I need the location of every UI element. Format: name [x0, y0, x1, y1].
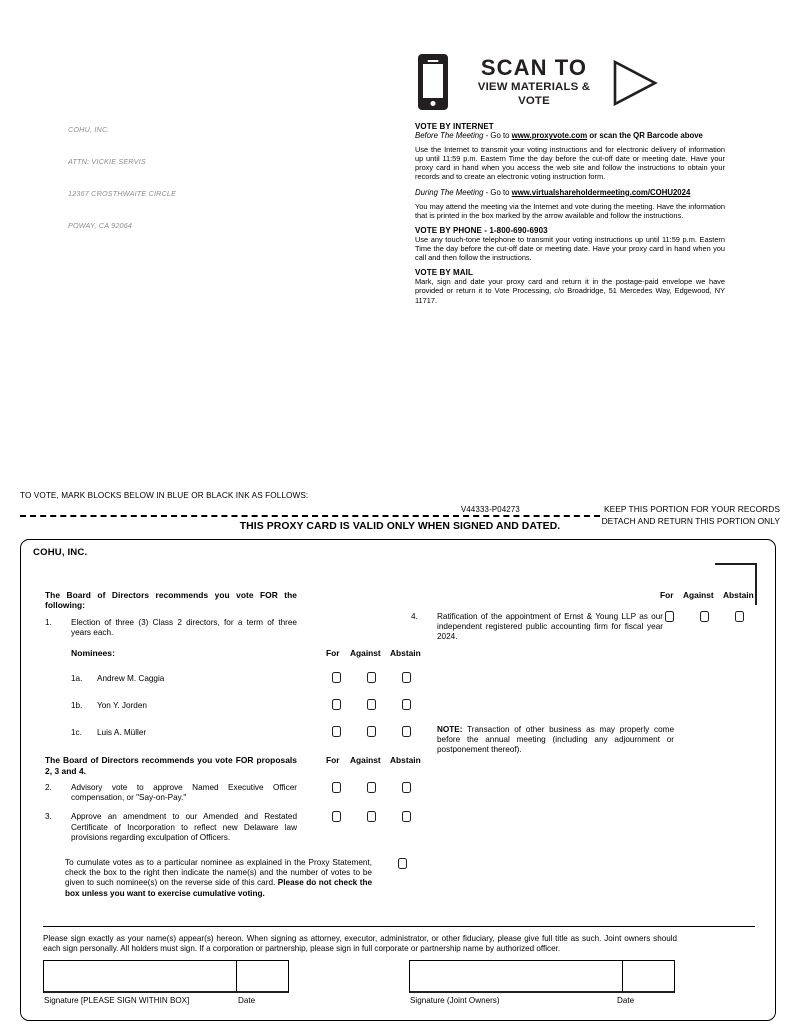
proposal-3 [45, 812, 415, 843]
checkbox-2-for[interactable] [332, 782, 341, 793]
proposal-3-text: Approve an amendment to our Amended and Restated Certificate of Incorporation to reflect new Delaware law provisions regarding exculpation of Officers. [71, 812, 297, 842]
vote-by-internet-heading: VOTE BY INTERNET [415, 122, 494, 131]
voting-instructions [415, 122, 725, 305]
column-header-against-right: Against [683, 590, 714, 600]
board-recommendation-2: The Board of Directors recommends you vote FOR proposals 2, 3 and 4. [45, 755, 297, 776]
vote-by-mail-heading: VOTE BY MAIL [415, 268, 473, 278]
vote-by-mail-body: Mark, sign and date your proxy card and return it in the postage-paid envelope we have provided or return it to Vote Processing, c/o Broadridge, 51 Mercedes Way, Edgewood, NY 11717. [415, 277, 725, 305]
detach-portion-line: DETACH AND RETURN THIS PORTION ONLY [601, 515, 780, 526]
checkbox-3-against[interactable] [367, 811, 376, 822]
cumulative-text-bold: Please do not check the box unless you want to exercise cumulative voting. [65, 878, 372, 898]
virtual-meeting-link[interactable]: www.virtualshareholdermeeting.com/COHU2024 [511, 187, 691, 197]
signature-caption-primary: Signature [PLEASE SIGN WITHIN BOX] [44, 996, 190, 1005]
before-meeting-label: Before The Meeting [415, 131, 484, 141]
checkbox-4-against[interactable] [700, 611, 709, 622]
scan-to-headline: SCAN TO [480, 55, 588, 80]
proposal-1-number: 1. [45, 617, 52, 627]
during-meeting-pre: - Go to [483, 187, 512, 197]
internet-during-body: You may attend the meeting via the Internet and vote during the meeting. Have the information that is printed in the box marked by the arrow available and follow the instructions. [415, 201, 725, 220]
nominee-1c-id: 1c. [71, 728, 82, 738]
valid-when-signed-note: THIS PROXY CARD IS VALID ONLY WHEN SIGNED AND DATED. [239, 521, 561, 532]
control-number: V44333-P04273 [461, 505, 520, 514]
proposal-2-text: Advisory vote to approve Named Executive Officer compensation, or "Say-on-Pay." [71, 783, 297, 803]
vote-by-phone-heading: VOTE BY PHONE - 1-800-690-6903 [415, 225, 548, 235]
address-line: ATTN: VICKIE SERVIS [68, 156, 146, 166]
nominee-1b-id: 1b. [71, 701, 83, 711]
proposals-left-column [45, 590, 421, 843]
address-line: COHU, INC. [68, 125, 110, 135]
nominee-row [45, 724, 415, 751]
proposal-2-number: 2. [45, 783, 52, 793]
column-header-against-2: Against [350, 755, 381, 766]
column-header-for-right: For [660, 590, 674, 600]
nominee-row [45, 670, 415, 697]
note-label: NOTE: [437, 725, 463, 734]
nominees-label: Nominees: [71, 648, 115, 659]
during-meeting-label: During The Meeting [415, 187, 484, 197]
proposal-1 [45, 618, 415, 638]
nominee-1b-name: Yon Y. Jorden [97, 701, 147, 711]
proxy-card [20, 539, 776, 1021]
before-meeting-pre: - Go to [483, 131, 512, 141]
proxyvote-link[interactable]: www.proxyvote.com [511, 131, 588, 141]
column-header-abstain-right: Abstain [723, 590, 754, 600]
board-recommendation-1: The Board of Directors recommends you vote FOR the following: [45, 590, 297, 611]
note-text: Transaction of other business as may properly come before the annual meeting (including any adjournment or postponement thereof). [437, 725, 674, 755]
checkbox-1b-for[interactable] [332, 699, 341, 710]
column-header-against: Against [350, 648, 381, 659]
proposal-1-text: Election of three (3) Class 2 directors, for a term of three years each. [71, 617, 297, 638]
address-line: POWAY, CA 92064 [68, 220, 133, 230]
before-meeting-post: or scan the QR Barcode above [587, 131, 703, 141]
checkbox-1b-abstain[interactable] [402, 699, 411, 710]
signature-caption-joint: Signature (Joint Owners) [410, 996, 500, 1005]
column-header-for-2: For [326, 755, 340, 766]
keep-portion-line: KEEP THIS PORTION FOR YOUR RECORDS [603, 504, 780, 514]
checkbox-cumulative-voting[interactable] [398, 858, 407, 869]
nominee-1a-name: Andrew M. Caggia [97, 674, 165, 684]
cumulative-voting-text [65, 858, 372, 899]
proposal-4-number: 4. [411, 612, 418, 621]
signature-box-primary[interactable] [43, 960, 289, 993]
address-line: 12367 CROSTHWAITE CIRCLE [68, 188, 177, 198]
vote-by-phone-body: Use any touch-tone telephone to transmit your voting instructions up until 11:59 p.m. Eastern Time the day before the cut-off date or meeting date. Have your proxy card in hand when you call and then follow the instructions. [415, 234, 725, 263]
card-company-name: COHU, INC. [33, 547, 88, 558]
cumulative-text-normal: To cumulate votes as to a particular nominee as explained in the Proxy Statement, check the box to the right then indicate the name(s) and the number of votes to be given to such nominee(s) on the reverse side of this card. [65, 858, 372, 888]
signature-instructions: Please sign exactly as your name(s) appear(s) hereon. When signing as attorney, executor, administrator, or other fiduciary, please give full title as such. Joint owners should each sign personally. All holders must sign. If a corporation or partnership, please sign in full corporate or partnership name by authorized officer. [43, 934, 677, 953]
checkbox-1a-against[interactable] [367, 672, 376, 683]
scan-to-text [464, 56, 604, 108]
checkbox-1b-against[interactable] [367, 699, 376, 710]
checkbox-2-against[interactable] [367, 782, 376, 793]
checkbox-2-abstain[interactable] [402, 782, 411, 793]
signature-date-divider-joint [622, 961, 623, 991]
checkbox-3-for[interactable] [332, 811, 341, 822]
proposal-2 [45, 783, 415, 803]
signature-date-divider [236, 961, 237, 991]
proposal-3-number: 3. [45, 812, 52, 822]
signature-box-joint[interactable] [409, 960, 675, 993]
column-header-for: For [326, 648, 340, 659]
signature-divider [43, 926, 755, 927]
nominee-1a-id: 1a. [71, 674, 83, 684]
checkbox-4-abstain[interactable] [735, 611, 744, 622]
date-caption-primary: Date [238, 996, 256, 1005]
date-caption-joint: Date [617, 996, 635, 1005]
checkbox-4-for[interactable] [665, 611, 674, 622]
checkbox-1c-abstain[interactable] [402, 726, 411, 737]
scan-to-banner [416, 52, 642, 114]
checkbox-1c-against[interactable] [367, 726, 376, 737]
before-meeting-line [415, 131, 725, 140]
proposals-right-column [411, 590, 756, 755]
column-header-abstain-2: Abstain [390, 755, 421, 766]
column-header-abstain: Abstain [390, 648, 421, 659]
nominee-1c-name: Luis A. Müller [97, 728, 147, 738]
proposal-4-text: Ratification of the appointment of Ernst & Young LLP as our independent registered public accounting firm for fiscal year 2024. [437, 612, 663, 642]
internet-before-body: Use the Internet to transmit your voting instructions and for electronic delivery of information up until 11:59 p.m. Eastern Time the day before the cut-off date or meeting date. Have your proxy card in hand when you access the web site and follow the instructions to obtain your records and to create an electronic voting instruction form. [415, 145, 725, 182]
checkbox-1c-for[interactable] [332, 726, 341, 737]
during-meeting-line [415, 188, 725, 197]
proposal-4 [411, 612, 756, 643]
mailing-address [68, 104, 176, 252]
checkbox-3-abstain[interactable] [402, 811, 411, 822]
scan-to-subhead: VIEW MATERIALS & VOTE [477, 81, 591, 107]
checkbox-1a-abstain[interactable] [402, 672, 411, 683]
perforation-line [20, 515, 600, 517]
checkbox-1a-for[interactable] [332, 672, 341, 683]
mark-blocks-instruction: TO VOTE, MARK BLOCKS BELOW IN BLUE OR BLACK INK AS FOLLOWS: [20, 491, 309, 500]
other-business-note [437, 725, 674, 756]
smartphone-icon [418, 54, 448, 110]
nominee-row [45, 697, 415, 724]
